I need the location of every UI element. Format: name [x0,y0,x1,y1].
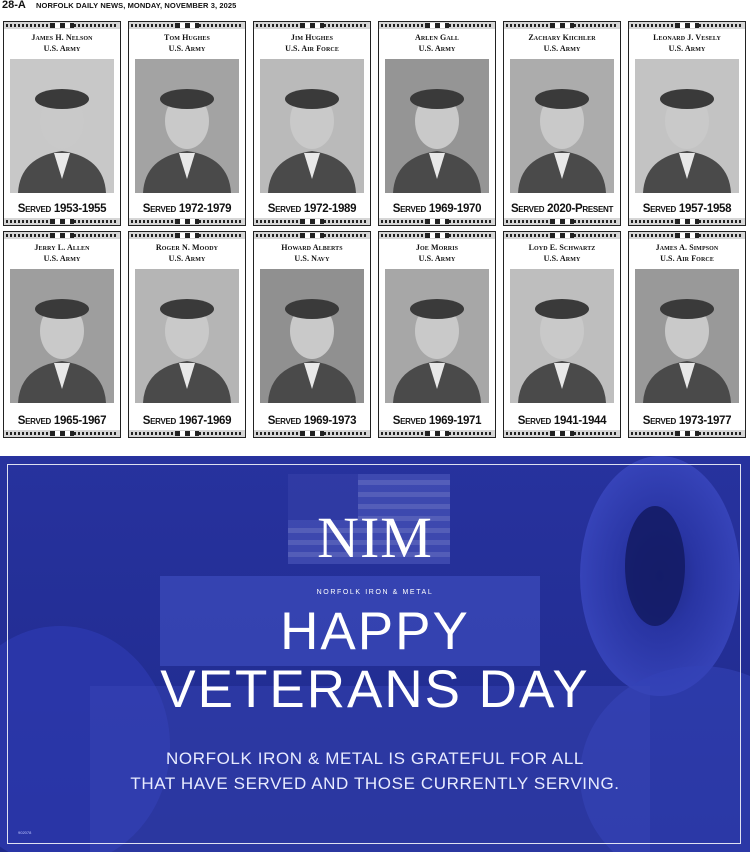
veteran-photo [635,269,739,403]
veteran-card [128,21,246,226]
veteran-name-block [129,242,245,264]
flag-border-bottom [629,430,745,437]
veteran-name-block [379,32,495,54]
veteran-name-block [4,242,120,264]
service-years: Served 1969-1971 [392,415,482,427]
veteran-branch: U.S. Army [168,44,206,53]
veteran-photo [10,59,114,193]
veteran-branch: U.S. Navy [294,254,330,263]
service-years: Served 1973-1977 [642,415,732,427]
veteran-branch: U.S. Army [543,44,581,53]
veterans-day-ad [0,456,750,852]
flag-border-bottom [254,430,370,437]
veteran-name-block [629,242,745,264]
flag-border-top [4,232,120,239]
veteran-card [628,231,746,438]
headline-veterans-day: VETERANS DAY [160,660,590,719]
veteran-photo [510,59,614,193]
veteran-card [3,21,121,226]
flag-border-top [504,232,620,239]
veteran-name: Loyd E. Schwartz [528,243,596,252]
flag-border-bottom [129,218,245,225]
veteran-branch: U.S. Air Force [660,254,714,263]
flag-border-top [504,22,620,29]
message-line-1: NORFOLK IRON & METAL IS GRATEFUL FOR ALL [166,749,584,768]
veteran-card [3,231,121,438]
veteran-card [253,21,371,226]
flag-border-bottom [4,218,120,225]
flag-border-top [254,232,370,239]
veteran-name-block [4,32,120,54]
veteran-photo [260,269,364,403]
veteran-name-block [629,32,745,54]
veteran-card [128,231,246,438]
flag-border-bottom [379,430,495,437]
company-name: NORFOLK IRON & METAL [316,589,434,596]
veteran-card [253,231,371,438]
veteran-name-block [129,32,245,54]
veteran-name-block [254,242,370,264]
veteran-name-block [504,242,620,264]
veteran-branch: U.S. Army [43,254,81,263]
veteran-name: Tom Hughes [164,33,210,42]
veteran-branch: U.S. Army [418,254,456,263]
flag-border-top [379,232,495,239]
veteran-card [503,21,621,226]
flag-border-top [254,22,370,29]
service-years: Served 1967-1969 [142,415,232,427]
service-years: Served 1957-1958 [642,203,732,215]
veteran-name-block [254,32,370,54]
flag-border-bottom [254,218,370,225]
veteran-photo [385,59,489,193]
ad-code: 902078 [18,830,32,835]
veteran-name: Jerry L. Allen [34,243,90,252]
veteran-photo [635,59,739,193]
veteran-branch: U.S. Army [543,254,581,263]
veteran-name: Howard Alberts [281,243,343,252]
veteran-branch: U.S. Army [418,44,456,53]
veteran-photo [135,59,239,193]
flag-border-bottom [504,218,620,225]
service-years: Served 2020-Present [510,203,614,215]
veteran-photo [510,269,614,403]
veteran-photo [260,59,364,193]
veteran-name-block [504,32,620,54]
service-years: Served 1965-1967 [17,415,107,427]
service-years: Served 1972-1989 [267,203,357,215]
flag-border-bottom [4,430,120,437]
veteran-card [378,21,496,226]
flag-border-top [129,22,245,29]
flag-border-top [4,22,120,29]
service-years: Served 1972-1979 [142,203,232,215]
veteran-name-block [379,242,495,264]
headline-happy: HAPPY [280,602,470,661]
flag-border-top [629,22,745,29]
veteran-name: James H. Nelson [31,33,93,42]
veteran-name: Leonard J. Vesely [653,33,721,42]
veteran-card [378,231,496,438]
veteran-card [503,231,621,438]
veteran-photo [10,269,114,403]
newspaper-header [0,0,750,14]
service-years: Served 1941-1944 [517,415,607,427]
veteran-photo [385,269,489,403]
veteran-name: James A. Simpson [655,243,719,252]
service-years: Served 1953-1955 [17,203,107,215]
veteran-branch: U.S. Army [668,44,706,53]
veteran-name: Arlen Gall [414,33,459,42]
veteran-name: Zachary Kiichler [528,33,596,42]
veteran-photo [135,269,239,403]
publication-line: NORFOLK DAILY NEWS, MONDAY, NOVEMBER 3, 2025 [36,1,237,10]
service-years: Served 1969-1970 [392,203,482,215]
veteran-branch: U.S. Air Force [285,44,339,53]
veteran-name: Jim Hughes [290,33,334,42]
veteran-name: Joe Morris [415,243,459,252]
flag-border-bottom [129,430,245,437]
message-line-2: THAT HAVE SERVED AND THOSE CURRENTLY SERVING. [130,774,620,793]
nim-logo: NIM [317,505,433,570]
flag-border-bottom [504,430,620,437]
page-number: 28-A [2,0,26,11]
veteran-branch: U.S. Army [168,254,206,263]
flag-border-top [629,232,745,239]
flag-border-bottom [629,218,745,225]
flag-border-top [129,232,245,239]
veteran-name: Roger N. Moody [155,243,219,252]
veteran-card [628,21,746,226]
service-years: Served 1969-1973 [267,415,357,427]
veteran-branch: U.S. Army [43,44,81,53]
flag-border-bottom [379,218,495,225]
flag-border-top [379,22,495,29]
